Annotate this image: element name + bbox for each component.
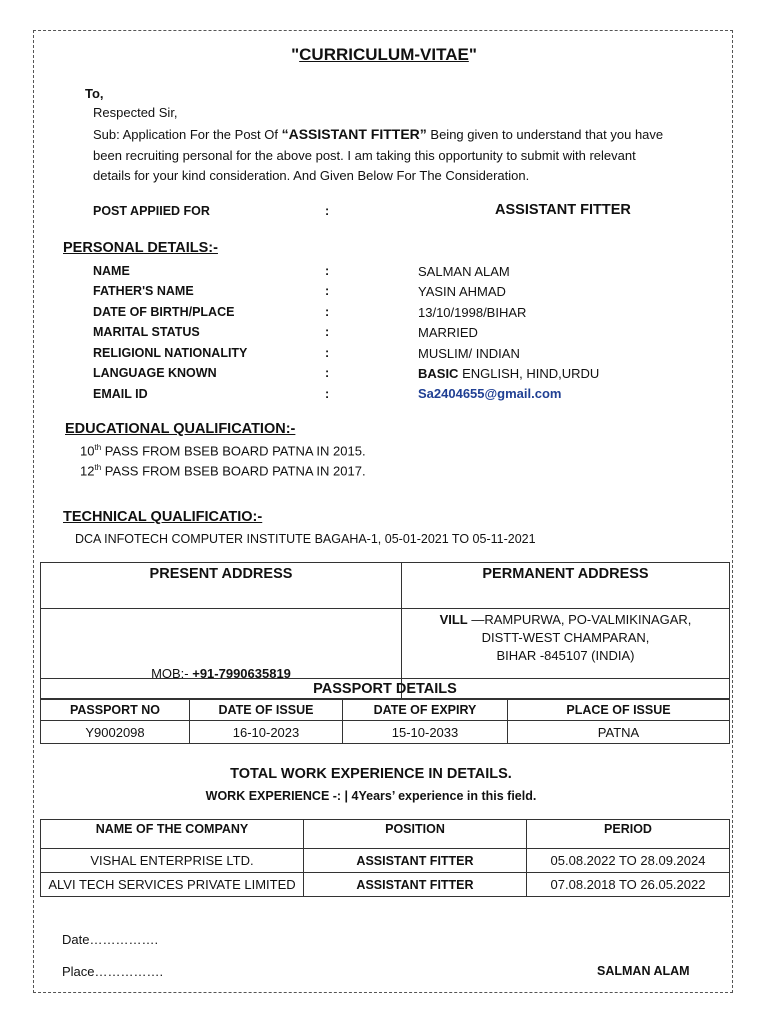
- document-title: "CURRICULUM-VITAE": [291, 45, 477, 64]
- marital-status-label: MARITAL STATUS: [93, 325, 200, 339]
- education-item: 10th PASS FROM BSEB BOARD PATNA IN 2015.: [80, 443, 366, 459]
- religion-nationality-colon: :: [325, 346, 330, 360]
- language-list: ENGLISH, HIND,URDU: [458, 366, 600, 381]
- period: 05.08.2022 TO 28.09.2024: [527, 849, 730, 873]
- email-label: EMAIL ID: [93, 387, 148, 401]
- technical-heading: TECHNICAL QUALIFICATIO:-: [63, 509, 263, 525]
- name-label: NAME: [93, 264, 130, 278]
- language-value: [418, 366, 599, 381]
- permanent-address-header: PERMANENT ADDRESS: [402, 563, 730, 609]
- position: ASSISTANT FITTER: [304, 873, 527, 897]
- address-line-3: BIHAR -845107 (INDIA): [496, 648, 635, 663]
- marital-status-colon: :: [325, 325, 330, 339]
- language-level: BASIC: [418, 366, 459, 381]
- company-name: VISHAL ENTERPRISE LTD.: [41, 849, 304, 873]
- position: ASSISTANT FITTER: [304, 849, 527, 873]
- religion-nationality-value: MUSLIM/ INDIAN: [418, 346, 520, 361]
- religion-nationality-label: RELIGIONL NATIONALITY: [93, 346, 248, 360]
- personal-details-heading: PERSONAL DETAILS:-: [63, 240, 218, 256]
- mobile-number: +91-7990635819: [192, 666, 291, 681]
- letter-greeting: Respected Sir,: [93, 105, 178, 120]
- passport-no: Y9002098: [41, 721, 190, 744]
- subject-suffix: Being given to understand that you have: [426, 127, 664, 142]
- technical-text: DCA INFOTECH COMPUTER INSTITUTE BAGAHA-1, 05-01-2021 TO 05-11-2021: [75, 532, 536, 546]
- post-applied-label: POST APPIIED FOR: [93, 204, 210, 218]
- address-line-2: DISTT-WEST CHAMPARAN,: [481, 630, 650, 645]
- father-name-label: FATHER'S NAME: [93, 284, 194, 298]
- education-heading: EDUCATIONAL QUALIFICATION:-: [65, 421, 296, 437]
- company-name: ALVI TECH SERVICES PRIVATE LIMITED: [41, 873, 304, 897]
- position-header: POSITION: [304, 820, 527, 849]
- mobile-label: MOB:-: [151, 666, 193, 681]
- education-item: 12th PASS FROM BSEB BOARD PATNA IN 2017.: [80, 463, 366, 479]
- period-header: PERIOD: [527, 820, 730, 849]
- company-header: NAME OF THE COMPANY: [41, 820, 304, 849]
- period: 07.08.2018 TO 26.05.2022: [527, 873, 730, 897]
- language-colon: :: [325, 366, 330, 380]
- issue-date: 16-10-2023: [190, 721, 343, 744]
- work-subheading: WORK EXPERIENCE -: | 4Years’ experience in this field.: [205, 789, 537, 803]
- passport-no-header: PASSPORT NO: [41, 699, 190, 721]
- table-row: [41, 849, 730, 873]
- expiry-date-header: DATE OF EXPIRY: [343, 699, 508, 721]
- email-colon: :: [325, 387, 330, 401]
- father-name-colon: :: [325, 284, 330, 298]
- date-field: Date…………….: [62, 932, 159, 947]
- work-heading: TOTAL WORK EXPERIENCE IN DETAILS.: [230, 766, 512, 782]
- expiry-date: 15-10-2033: [343, 721, 508, 744]
- work-table: [40, 819, 730, 897]
- dob-label: DATE OF BIRTH/PLACE: [93, 305, 235, 319]
- name-colon: :: [325, 264, 330, 278]
- passport-heading: PASSPORT DETAILS: [41, 679, 730, 699]
- language-label: LANGUAGE KNOWN: [93, 366, 217, 380]
- place-field: Place…………….: [62, 964, 164, 979]
- subject-post: “ASSISTANT FITTER”: [281, 126, 427, 142]
- letter-to: To,: [85, 86, 104, 101]
- father-name-value: YASIN AHMAD: [418, 284, 506, 299]
- email-value[interactable]: Sa2404655@gmail.com: [418, 386, 562, 401]
- dob-value: 13/10/1998/BIHAR: [418, 305, 527, 320]
- place-of-issue-header: PLACE OF ISSUE: [508, 699, 730, 721]
- issue-date-header: DATE OF ISSUE: [190, 699, 343, 721]
- present-address-header: PRESENT ADDRESS: [41, 563, 402, 609]
- address-line-1: VILL —RAMPURWA, PO-VALMIKINAGAR,: [439, 612, 692, 627]
- name-value: SALMAN ALAM: [418, 264, 510, 279]
- passport-table: [40, 678, 730, 744]
- table-row: [41, 873, 730, 897]
- letter-line-3: details for your kind consideration. And Given Below For The Consideration.: [93, 168, 530, 183]
- post-applied-value: ASSISTANT FITTER: [495, 202, 631, 218]
- dob-colon: :: [325, 305, 330, 319]
- letter-subject-line: [93, 126, 663, 142]
- letter-line-2: been recruiting personal for the above post. I am taking this opportunity to submit with relevant: [93, 148, 636, 163]
- post-applied-colon: :: [325, 204, 330, 218]
- signature-name: SALMAN ALAM: [597, 964, 690, 978]
- subject-prefix: Sub: Application For the Post Of: [93, 127, 282, 142]
- place-of-issue: PATNA: [508, 721, 730, 744]
- marital-status-value: MARRIED: [418, 325, 478, 340]
